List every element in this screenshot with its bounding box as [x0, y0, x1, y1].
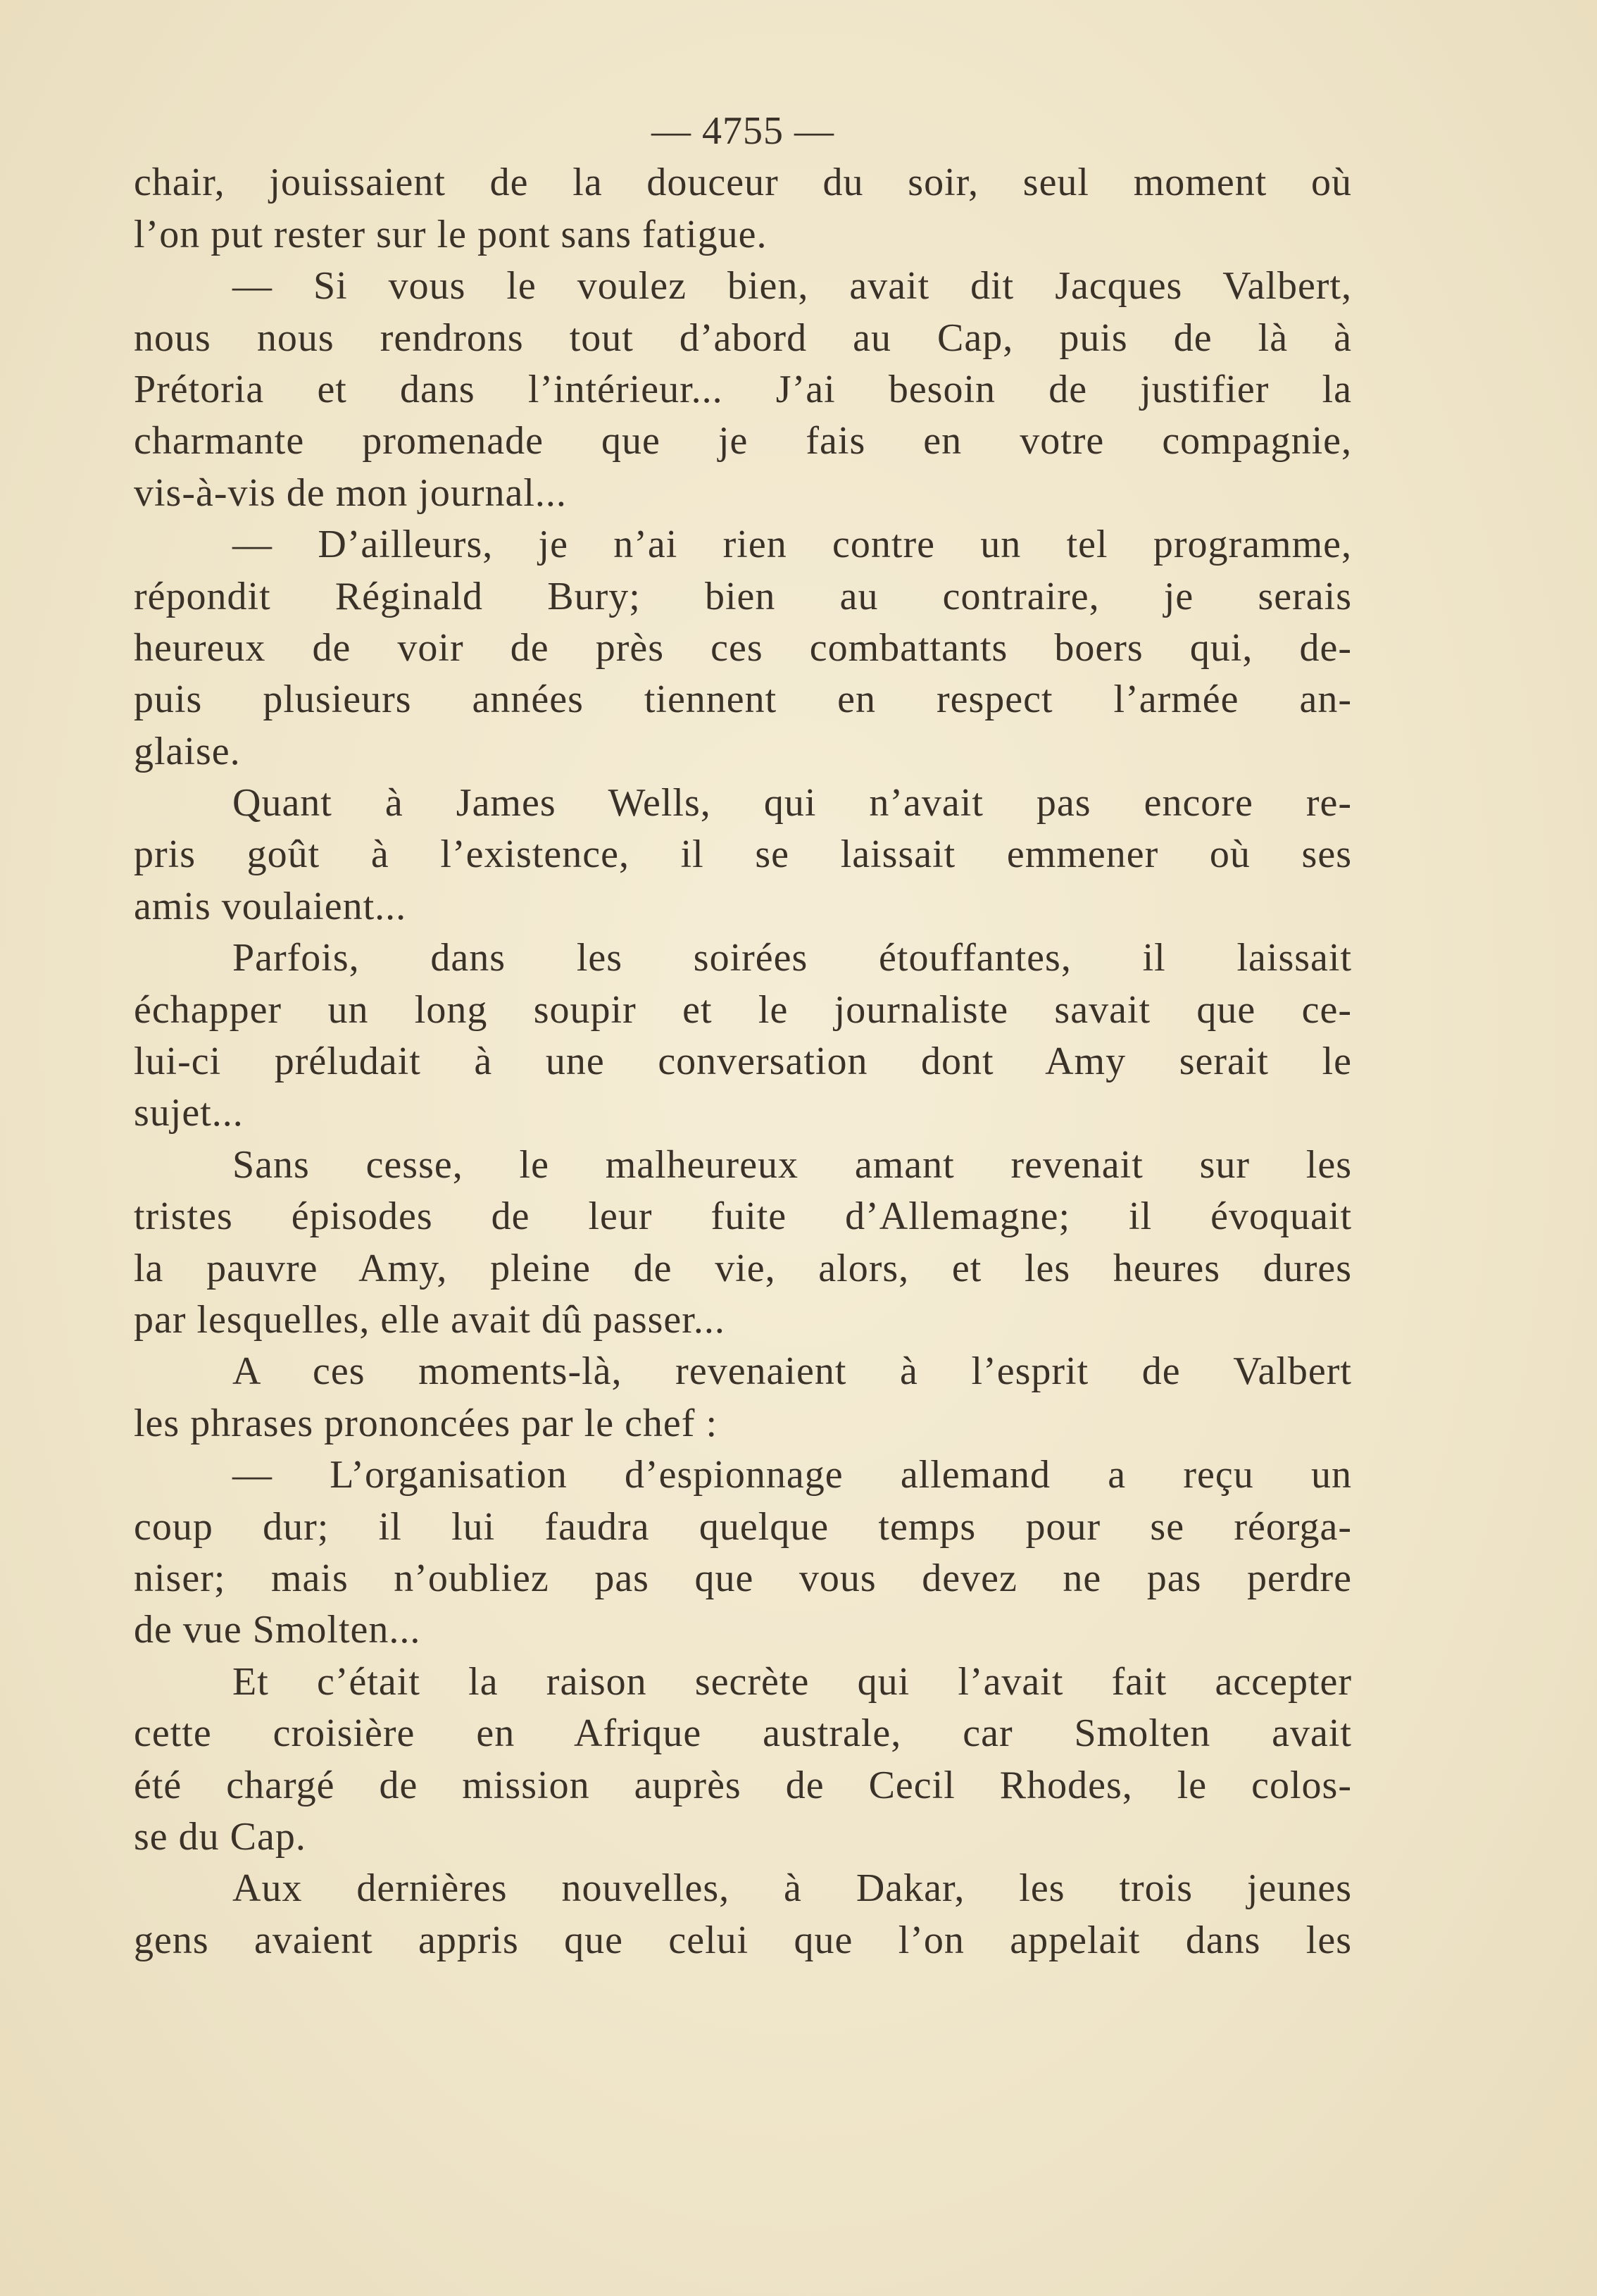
text-line: coup dur; il lui faudra quelque temps pour se réorga- [134, 1504, 1352, 1549]
text-line: Quant à James Wells, qui n’avait pas encore re- [232, 781, 1352, 825]
text-line: — Si vous le voulez bien, avait dit Jacques Valbert, [232, 264, 1352, 308]
text-line: se du Cap. [134, 1814, 306, 1859]
text-line: pris goût à l’existence, il se laissait emmener où ses [134, 832, 1352, 877]
text-line: amis voulaient... [134, 884, 407, 928]
text-line: par lesquelles, elle avait dû passer... [134, 1297, 725, 1342]
text-line: puis plusieurs années tiennent en respect l’armée an- [134, 678, 1352, 722]
page-number: — 4755 — [651, 109, 834, 153]
page-body [134, 157, 1352, 1966]
text-line: sujet... [134, 1091, 244, 1135]
text-line: été chargé de mission auprès de Cecil Rhodes, le colos- [134, 1763, 1352, 1807]
text-line: — D’ailleurs, je n’ai rien contre un tel programme, [232, 523, 1352, 567]
text-line: répondit Réginald Bury; bien au contraire, je serais [134, 574, 1352, 618]
text-line: nous nous rendrons tout d’abord au Cap, puis de là à [134, 316, 1352, 360]
text-line: heureux de voir de près ces combattants boers qui, de- [134, 625, 1352, 670]
text-line: Aux dernières nouvelles, à Dakar, les trois jeunes [232, 1866, 1352, 1911]
text-line: lui-ci préludait à une conversation dont Amy serait le [134, 1040, 1352, 1084]
text-line: Prétoria et dans l’intérieur... J’ai besoin de justifier la [134, 367, 1352, 411]
text-line: vis-à-vis de mon journal... [134, 470, 567, 515]
text-line: charmante promenade que je fais en votre compagnie, [134, 419, 1352, 463]
text-line: Parfois, dans les soirées étouffantes, il laissait [232, 936, 1352, 980]
text-line: — L’organisation d’espionnage allemand a reçu un [232, 1453, 1352, 1497]
text-line: tristes épisodes de leur fuite d’Allemagne; il évoquait [134, 1194, 1352, 1239]
text-line: gens avaient appris que celui que l’on appelait dans les [134, 1918, 1352, 1962]
text-line: de vue Smolten... [134, 1608, 421, 1652]
text-line: chair, jouissaient de la douceur du soir, seul moment où [134, 161, 1352, 205]
text-line: l’on put rester sur le pont sans fatigue. [134, 212, 768, 256]
text-line: cette croisière en Afrique australe, car Smolten avait [134, 1711, 1352, 1756]
text-line: les phrases prononcées par le chef : [134, 1401, 718, 1445]
text-line: niser; mais n’oubliez pas que vous devez ne pas perdre [134, 1556, 1352, 1600]
text-line: Et c’était la raison secrète qui l’avait fait accepter [232, 1659, 1352, 1704]
text-line: A ces moments-là, revenaient à l’esprit de Valbert [232, 1349, 1352, 1394]
text-line: Sans cesse, le malheureux amant revenait sur les [232, 1142, 1352, 1187]
page-text [134, 106, 1352, 1966]
text-line: échapper un long soupir et le journaliste savait que ce- [134, 987, 1352, 1032]
text-line: glaise. [134, 729, 241, 773]
text-line: la pauvre Amy, pleine de vie, alors, et les heures dures [134, 1246, 1352, 1290]
